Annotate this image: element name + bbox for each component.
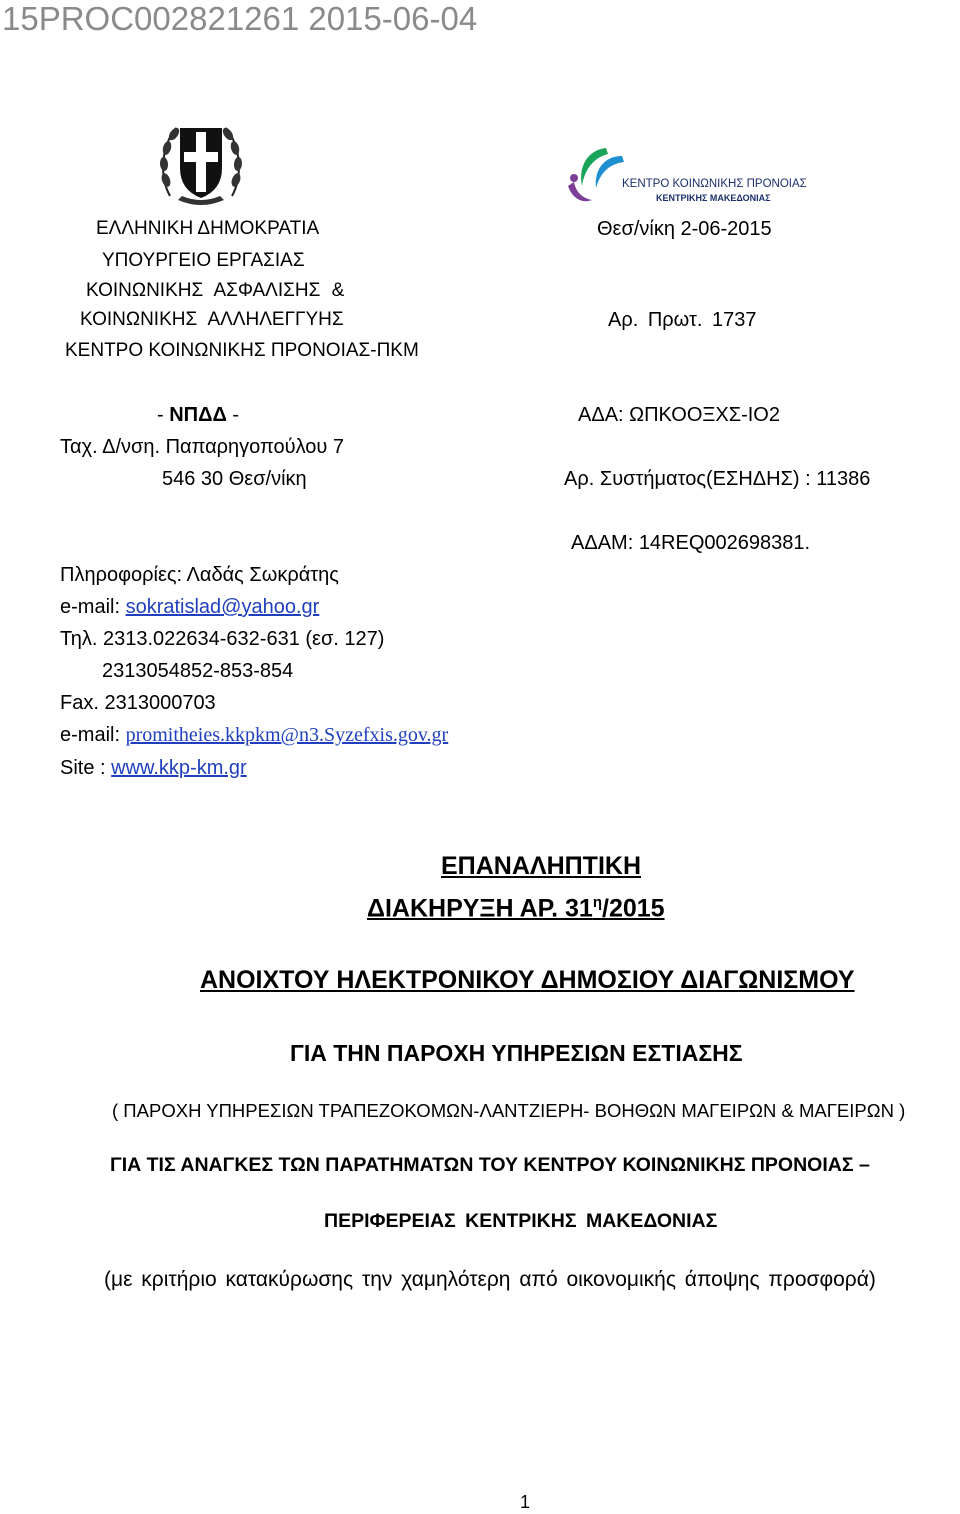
email-line-2 bbox=[60, 724, 448, 747]
contact-person: Πληροφορίες: Λαδάς Σωκράτης bbox=[60, 564, 339, 586]
region-line: ΠΕΡΙΦΕΡΕΙΑΣ ΚΕΝΤΡΙΚΗΣ ΜΑΚΕΔΟΝΙΑΣ bbox=[324, 1210, 718, 1232]
legal-entity-type: ΝΠΔΔ bbox=[169, 404, 227, 426]
ministry-line3: ΚΟΙΝΩΝΙΚΗΣ ΑΛΛΗΛΕΓΓΥΗΣ bbox=[80, 309, 344, 330]
site-line bbox=[60, 757, 247, 780]
document-header-id: 15PROC002821261 2015-06-04 bbox=[2, 0, 478, 37]
email-line-1 bbox=[60, 596, 319, 619]
email-label-2: e-mail: bbox=[60, 724, 121, 746]
declaration-suffix: /2015 bbox=[602, 894, 665, 923]
ada-code: ΑΔΑ: ΩΠΚΟΟΞΧΣ-ΙΟ2 bbox=[578, 404, 780, 426]
tender-type: ΑΝΟΙΧΤΟΥ ΗΛΕΚΤΡΟΝΙΚΟΥ ΔΗΜΟΣΙΟΥ ΔΙΑΓΩΝΙΣΜΟΥ bbox=[200, 966, 855, 994]
phone-line-2: 2313054852-853-854 bbox=[102, 660, 294, 682]
site-label: Site : bbox=[60, 757, 106, 779]
kkp-logo-line1: ΚΕΝΤΡΟ ΚΟΙΝΩΝΙΚΗΣ ΠΡΟΝΟΙΑΣ bbox=[622, 178, 807, 190]
postal-address: Ταχ. Δ/νση. Παπαρηγοπούλου 7 bbox=[60, 436, 345, 458]
declaration-prefix: ΔΙΑΚΗΡΥΞΗ ΑΡ. 31 bbox=[367, 894, 593, 923]
email-label: e-mail: bbox=[60, 596, 121, 618]
email-link-1[interactable]: sokratislad@yahoo.gr bbox=[125, 596, 320, 618]
declaration-superscript: η bbox=[592, 894, 602, 911]
ministry-line2: ΚΟΙΝΩΝΙΚΗΣ ΑΣΦΑΛΙΣΗΣ & bbox=[86, 280, 345, 301]
phone-line-1: Τηλ. 2313.022634-632-631 (εσ. 127) bbox=[60, 628, 385, 650]
needs-line: ΓΙΑ ΤΙΣ ΑΝΑΓΚΕΣ ΤΩΝ ΠΑΡΑΤΗΜΑΤΩΝ ΤΟΥ ΚΕΝΤΡΟΥ ΚΟΙΝΩΝΙΚΗΣ ΠΡΟΝΟΙΑΣ – bbox=[110, 1154, 870, 1176]
ministry-line1: ΥΠΟΥΡΓΕΙΟ ΕΡΓΑΣΙΑΣ bbox=[102, 250, 305, 271]
email-link-2[interactable]: promitheies.kkpkm@n3.Syzefxis.gov.gr bbox=[125, 724, 449, 746]
document-date: Θεσ/νίκη 2-06-2015 bbox=[597, 218, 772, 240]
award-criterion: (με κριτήριο κατακύρωσης την χαμηλότερη από οικονομικής άποψης προσφορά) bbox=[104, 1268, 876, 1291]
protocol-number: Αρ. Πρωτ. 1737 bbox=[608, 309, 757, 331]
service-details: ( ΠΑΡΟΧΗ ΥΠΗΡΕΣΙΩΝ ΤΡΑΠΕΖΟΚΟΜΩΝ-ΛΑΝΤΖΙΕΡΗ- ΒΟΗΘΩΝ ΜΑΓΕΙΡΩΝ & ΜΑΓΕΙΡΩΝ ) bbox=[112, 1100, 906, 1121]
organization-name: ΚΕΝΤΡΟ ΚΟΙΝΩΝΙΚΗΣ ΠΡΟΝΟΙΑΣ-ΠΚΜ bbox=[65, 340, 419, 361]
site-link[interactable]: www.kkp-km.gr bbox=[111, 757, 247, 779]
kkp-swirl-icon bbox=[566, 142, 624, 208]
title-repeat: ΕΠΑΝΑΛΗΠΤΙΚΗ bbox=[441, 852, 641, 880]
service-title: ΓΙΑ ΤΗΝ ΠΑΡΟΧΗ ΥΠΗΡΕΣΙΩΝ ΕΣΤΙΑΣΗΣ bbox=[290, 1040, 743, 1066]
system-number: Αρ. Συστήματος(ΕΣΗΔΗΣ) : 11386 bbox=[564, 468, 871, 490]
greek-emblem-icon bbox=[158, 118, 244, 210]
title-declaration bbox=[367, 894, 665, 923]
postal-city: 546 30 Θεσ/νίκη bbox=[162, 468, 307, 490]
legal-entity-label: - ΝΠΔΔ - bbox=[157, 404, 240, 426]
adam-code: ΑΔΑΜ: 14REQ002698381. bbox=[571, 532, 811, 554]
republic-label: ΕΛΛΗΝΙΚΗ ΔΗΜΟΚΡΑΤΙΑ bbox=[96, 218, 320, 239]
page-number: 1 bbox=[520, 1492, 531, 1512]
kkp-logo bbox=[566, 142, 806, 208]
fax-line: Fax. 2313000703 bbox=[60, 692, 216, 714]
kkp-logo-line2: ΚΕΝΤΡΙΚΗΣ ΜΑΚΕΔΟΝΙΑΣ bbox=[656, 193, 771, 203]
